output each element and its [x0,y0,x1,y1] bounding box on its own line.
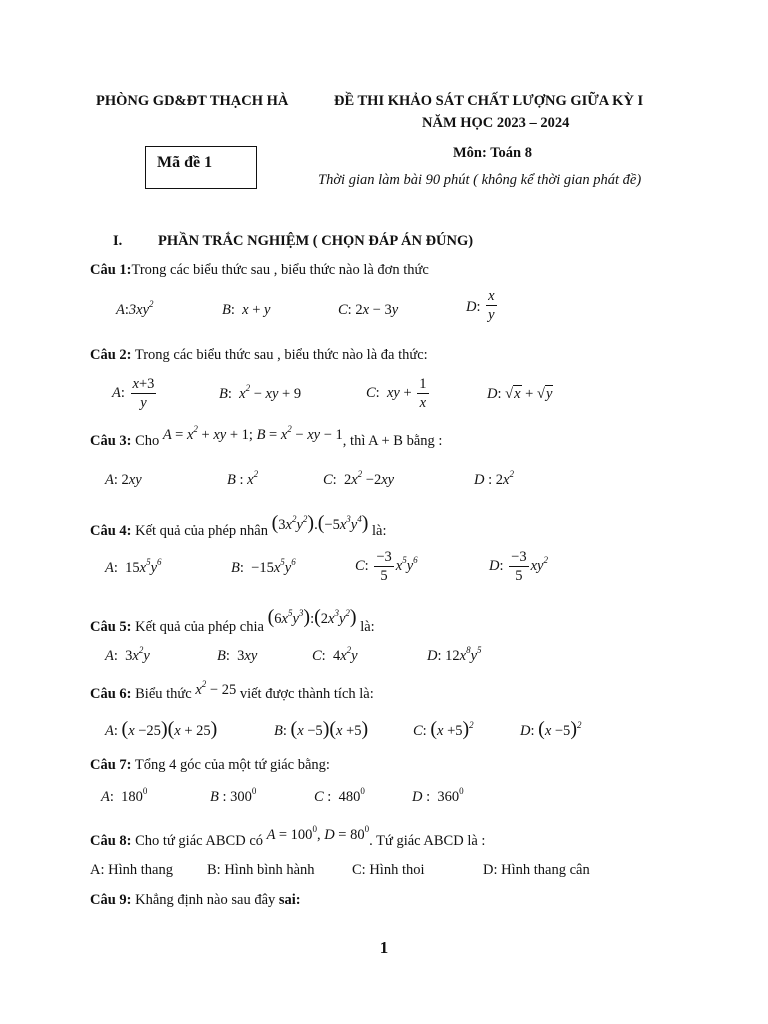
q7-option-b: B : $300^0$ [210,786,257,805]
q3-option-a: A: 2xy [105,472,142,488]
q5-option-c: C: $4x^2y$ [312,645,358,664]
q3-option-d: D : $2x^2$ [474,469,514,488]
q4-option-c: C: $\frac{-3}{5}$ $x^5y^6$ [355,549,418,585]
question-label: Câu 3: [90,433,132,449]
subject: Môn: Toán 8 [453,145,532,161]
q7-option-d: D : $360^0$ [412,786,464,805]
school-name: PHÒNG GD&ĐT THẠCH HÀ [96,93,289,109]
question-4 [90,512,387,541]
question-3 [90,424,443,450]
exam-title: ĐỀ THI KHẢO SÁT CHẤT LƯỢNG GIỮA KỲ I [334,93,644,109]
question-text-after: viết được thành tích là: [236,686,374,702]
q2-option-b: B: $x^2$ − xy + 9 [219,383,302,402]
question-9 [90,892,301,909]
q3-expression: $A = x^2$ + xy + 1; $B = x^2$ − xy − 1 [162,424,343,443]
question-text: Trong các biểu thức sau , biểu thức nào là đa thức: [131,347,428,363]
exam-code: Mã đề 1 [157,154,213,171]
q2-option-c: C: xy + $\frac{1}{x}$ [366,376,427,412]
q6-expression: $x^2 - 25$ [195,679,237,698]
q8-expression: $A = 100^0$, $D = 80^0$ [266,824,370,843]
q2-option-a: A: $\frac{x+3}{y}$ [112,376,155,412]
page-number: 1 [379,938,389,957]
question-text: Kết quả của phép nhân [131,523,272,539]
question-text: Cho [131,433,163,449]
question-label: Câu 6: [90,686,132,702]
question-label: Câu 4: [90,523,132,539]
q6-option-d: D: $(x -5)^2$ [520,718,582,740]
q5-option-a: A: $3x^2y$ [105,645,150,664]
q2-option-d: D: √x + √y [487,386,553,402]
q1-option-a: $A:3xy^2$ [116,299,154,318]
question-label: Câu 1: [90,262,132,278]
question-7 [90,757,330,774]
question-text-bold: sai: [278,892,301,908]
question-label: Câu 2: [90,347,132,363]
question-6 [90,679,374,703]
q4-option-a: A: $15x^5y^6$ [105,557,162,576]
q8-option-c: C: Hình thoi [352,862,425,878]
q5-expression: $(6x^5y^3):(2x^3y^2)$ [267,606,357,628]
q1-option-b: B: x + y [222,302,271,318]
question-text: Cho tứ giác ABCD có [131,833,267,849]
question-2 [90,347,428,364]
section-title: PHẦN TRẮC NGHIỆM ( CHỌN ĐÁP ÁN ĐÚNG) [158,233,474,249]
q6-option-b: B: (x −5)(x +5) [274,718,369,740]
question-label: Câu 5: [90,619,132,635]
question-text: Tổng 4 góc của một tứ giác bằng: [131,757,330,773]
question-label: Câu 9: [90,892,132,908]
question-8 [90,824,486,850]
q1-option-c: C: 2x − 3y [338,302,399,318]
q3-option-c: C: $2x^2 -2xy$ [323,469,395,488]
question-text: Kết quả của phép chia [131,619,268,635]
section-number: I. [113,233,123,249]
q7-option-a: A: $180^0$ [101,786,148,805]
q5-option-d: D: $12x^8y^5$ [427,645,482,664]
question-label: Câu 8: [90,833,132,849]
q4-option-b: B: $-15x^5y^6$ [231,557,296,576]
time-note: Thời gian làm bài 90 phút ( không kể thời gian phát đề) [318,172,642,188]
q8-option-d: D: Hình thang cân [483,862,590,878]
question-text-after: là: [368,523,387,539]
q6-option-c: C: $(x +5)^2$ [413,718,474,740]
question-text-after: . Tứ giác ABCD là : [369,833,486,849]
question-text: Trong các biểu thức sau , biểu thức nào là đơn thức [131,262,429,278]
question-5 [90,606,375,637]
q6-option-a: A: (x −25)(x + 25) [105,718,218,740]
q4-option-d: D: $\frac{-3}{5}$ $xy^2$ [489,549,548,585]
question-text-after: , thì A + B bằng : [342,433,443,449]
q7-option-c: C : $480^0$ [314,786,365,805]
q3-option-b: B : $x^2$ [227,469,259,488]
question-label: Câu 7: [90,757,132,773]
exam-code-box [145,146,257,189]
q8-option-b: B: Hình bình hành [207,862,315,878]
q1-option-d: D: $\frac{x}{y}$ [466,288,495,324]
question-text: Khẳng định nào sau đây [131,892,279,908]
question-text-after: là: [356,619,375,635]
q8-option-a: A: Hình thang [90,862,173,878]
q4-expression: $(3x^2y^2).(-5x^3y^4)$ [271,512,369,534]
school-year: NĂM HỌC 2023 – 2024 [422,115,570,131]
question-text: Biểu thức [131,686,196,702]
question-1 [90,262,429,279]
q5-option-b: B: 3xy [217,648,258,664]
